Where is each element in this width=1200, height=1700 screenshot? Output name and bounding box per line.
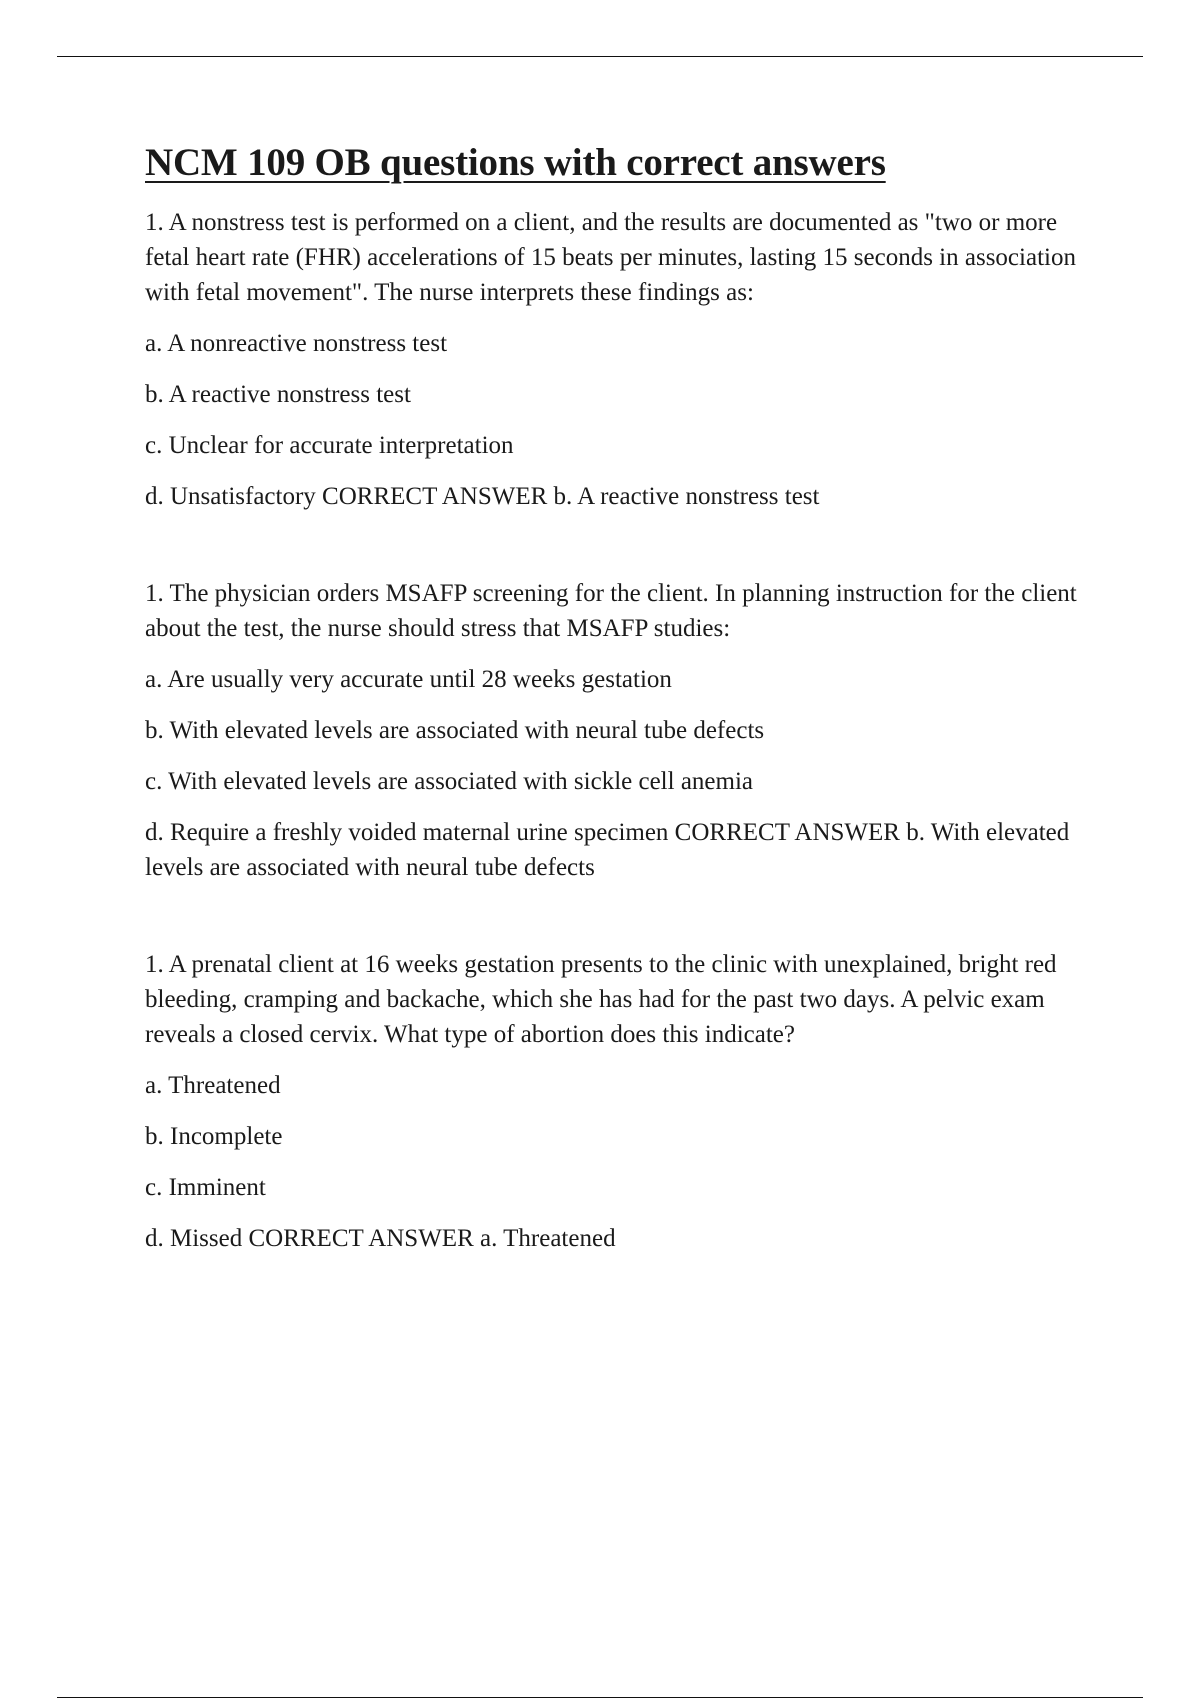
top-divider bbox=[57, 56, 1143, 57]
answer-option: c. With elevated levels are associated with sickle cell anemia bbox=[145, 767, 753, 795]
document-body bbox=[145, 140, 1095, 1256]
answer-option: b. With elevated levels are associated with neural tube defects bbox=[145, 716, 765, 744]
answer-option: a. Are usually very accurate until 28 weeks gestation bbox=[145, 665, 672, 693]
answer-option: c. Imminent bbox=[145, 1173, 266, 1201]
question-stem: 1. A nonstress test is performed on a client, and the results are documented as "two or more fetal heart rate (FHR) accelerations of 15 beats per minutes, lasting 15 seconds in association with fetal movement". The nurse interprets these findings as: bbox=[145, 208, 1076, 306]
answer-option: a. Threatened bbox=[145, 1071, 281, 1099]
answer-option-with-correct-answer: d. Missed CORRECT ANSWER a. Threatened bbox=[145, 1224, 616, 1252]
question-block-2 bbox=[145, 576, 1095, 885]
answer-option-with-correct-answer: d. Require a freshly voided maternal urine specimen CORRECT ANSWER b. With elevated levels are associated with neural tube defects bbox=[145, 818, 1070, 881]
question-block-1 bbox=[145, 205, 1095, 514]
question-stem: 1. A prenatal client at 16 weeks gestation presents to the clinic with unexplained, bright red bleeding, cramping and backache, which she has had for the past two days. A pelvic exam reveals a closed cervix. What type of abortion does this indicate? bbox=[145, 950, 1057, 1048]
question-stem: 1. The physician orders MSAFP screening for the client. In planning instruction for the client about the test, the nurse should stress that MSAFP studies: bbox=[145, 579, 1077, 642]
answer-option: b. A reactive nonstress test bbox=[145, 380, 411, 408]
answer-option: b. Incomplete bbox=[145, 1122, 283, 1150]
document-title: NCM 109 OB questions with correct answers bbox=[145, 141, 886, 184]
answer-option: c. Unclear for accurate interpretation bbox=[145, 431, 514, 459]
answer-option: a. A nonreactive nonstress test bbox=[145, 329, 448, 357]
question-block-3 bbox=[145, 947, 1095, 1256]
answer-option-with-correct-answer: d. Unsatisfactory CORRECT ANSWER b. A reactive nonstress test bbox=[145, 482, 820, 510]
bottom-divider bbox=[57, 1697, 1143, 1698]
